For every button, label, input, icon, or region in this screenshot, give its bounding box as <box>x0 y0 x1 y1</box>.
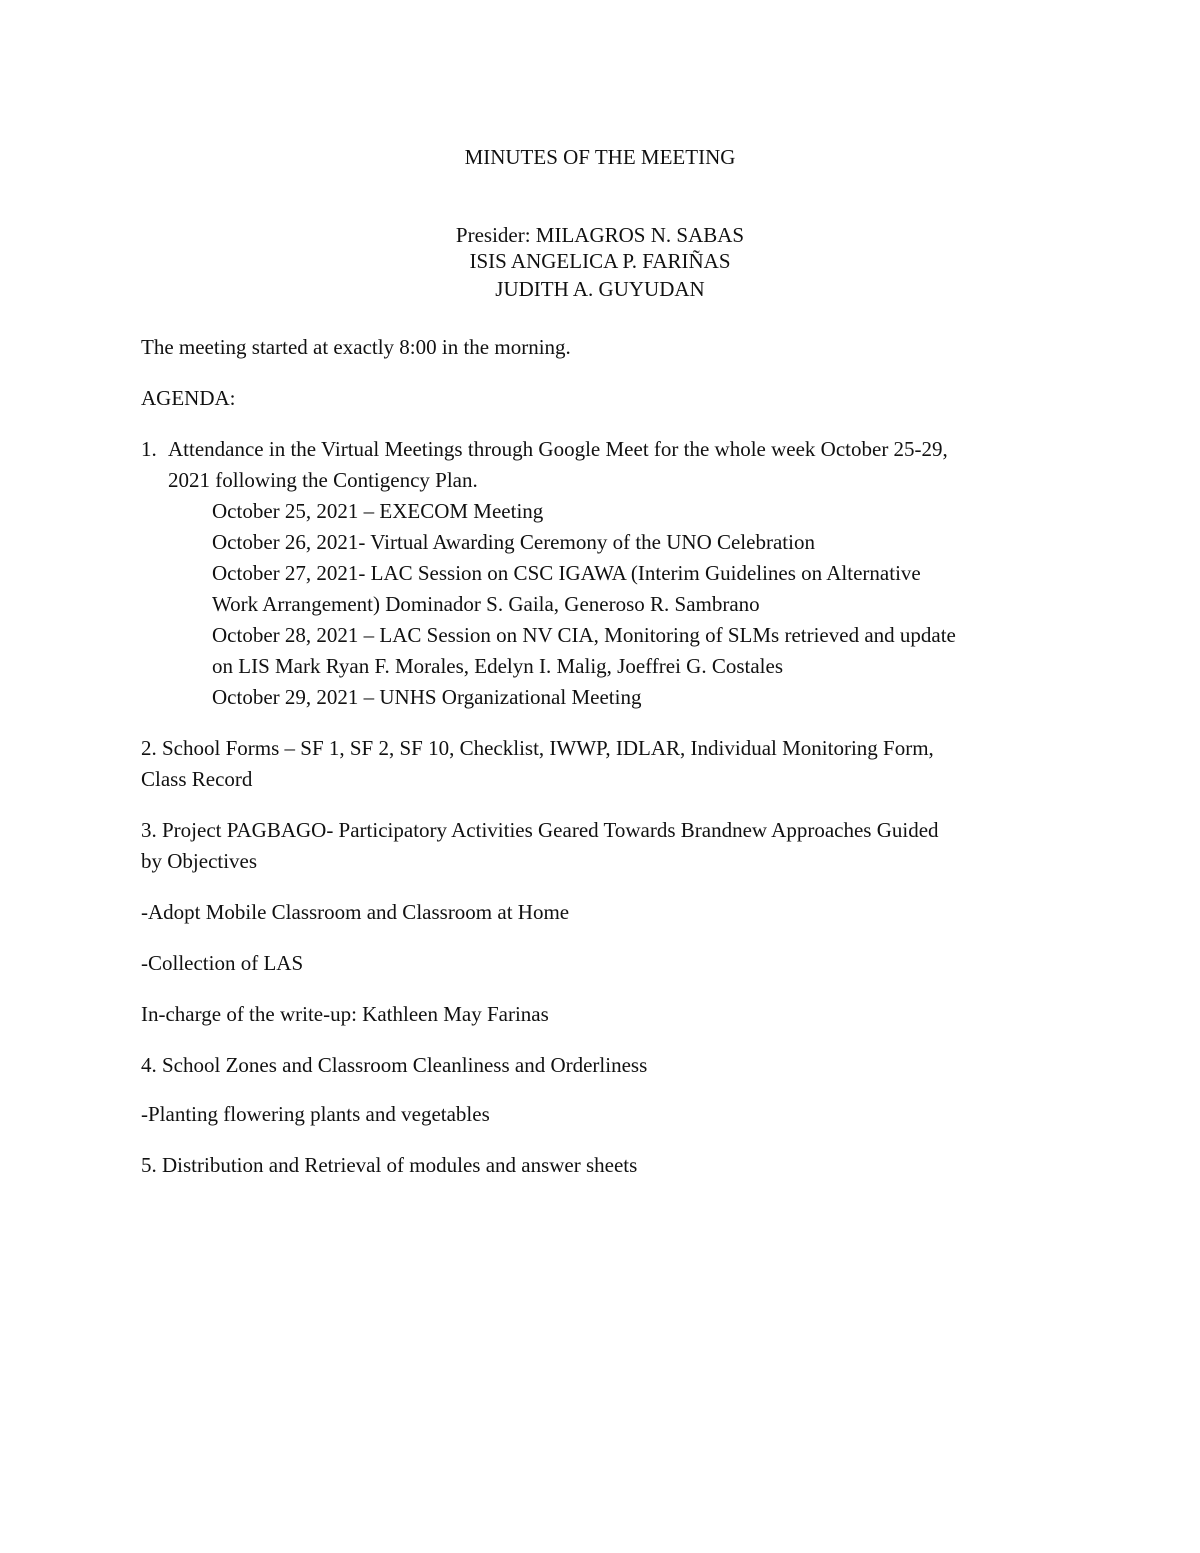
agenda-item-2-line-1: 2. School Forms – SF 1, SF 2, SF 10, Checklist, IWWP, IDLAR, Individual Monitoring Form, <box>141 736 934 760</box>
agenda-item-2-line-2: Class Record <box>141 767 253 791</box>
agenda-item-5-line-1: 5. Distribution and Retrieval of modules and answer sheets <box>141 1153 638 1177</box>
schedule-line: October 27, 2021- LAC Session on CSC IGAWA (Interim Guidelines on Alternative <box>212 561 921 585</box>
schedule-line: October 28, 2021 – LAC Session on NV CIA, Monitoring of SLMs retrieved and update <box>212 623 956 647</box>
officer-line-2: ISIS ANGELICA P. FARIÑAS <box>469 249 731 273</box>
schedule-line: October 26, 2021- Virtual Awarding Ceremony of the UNO Celebration <box>212 530 815 554</box>
agenda-item-1-line-2: 2021 following the Contigency Plan. <box>168 468 478 492</box>
agenda-item-1-number: 1. <box>141 437 157 461</box>
agenda-item-1-line-1: Attendance in the Virtual Meetings through Google Meet for the whole week October 25-29, <box>168 437 948 461</box>
schedule-line: on LIS Mark Ryan F. Morales, Edelyn I. Malig, Joeffrei G. Costales <box>212 654 783 678</box>
document-title: MINUTES OF THE MEETING <box>464 145 736 169</box>
presider-line: Presider: MILAGROS N. SABAS <box>455 223 745 247</box>
agenda-item-4-line-1: 4. School Zones and Classroom Cleanliness and Orderliness <box>141 1053 648 1077</box>
officer-line-3: JUDITH A. GUYUDAN <box>495 277 705 301</box>
writeup-incharge: In-charge of the write-up: Kathleen May Farinas <box>141 1002 549 1026</box>
agenda-item-3-line-1: 3. Project PAGBAGO- Participatory Activities Geared Towards Brandnew Approaches Guided <box>141 818 939 842</box>
agenda-item-4-sub-1: -Planting flowering plants and vegetables <box>141 1102 490 1126</box>
schedule-line: Work Arrangement) Dominador S. Gaila, Generoso R. Sambrano <box>212 592 760 616</box>
opening-statement: The meeting started at exactly 8:00 in the morning. <box>141 335 571 359</box>
agenda-heading: AGENDA: <box>141 386 236 410</box>
schedule-line: October 25, 2021 – EXECOM Meeting <box>212 499 544 523</box>
agenda-item-3-sub-1: -Adopt Mobile Classroom and Classroom at Home <box>141 900 570 924</box>
agenda-item-3-sub-2: -Collection of LAS <box>141 951 304 975</box>
schedule-line: October 29, 2021 – UNHS Organizational Meeting <box>212 685 642 709</box>
agenda-item-3-line-2: by Objectives <box>141 849 258 873</box>
